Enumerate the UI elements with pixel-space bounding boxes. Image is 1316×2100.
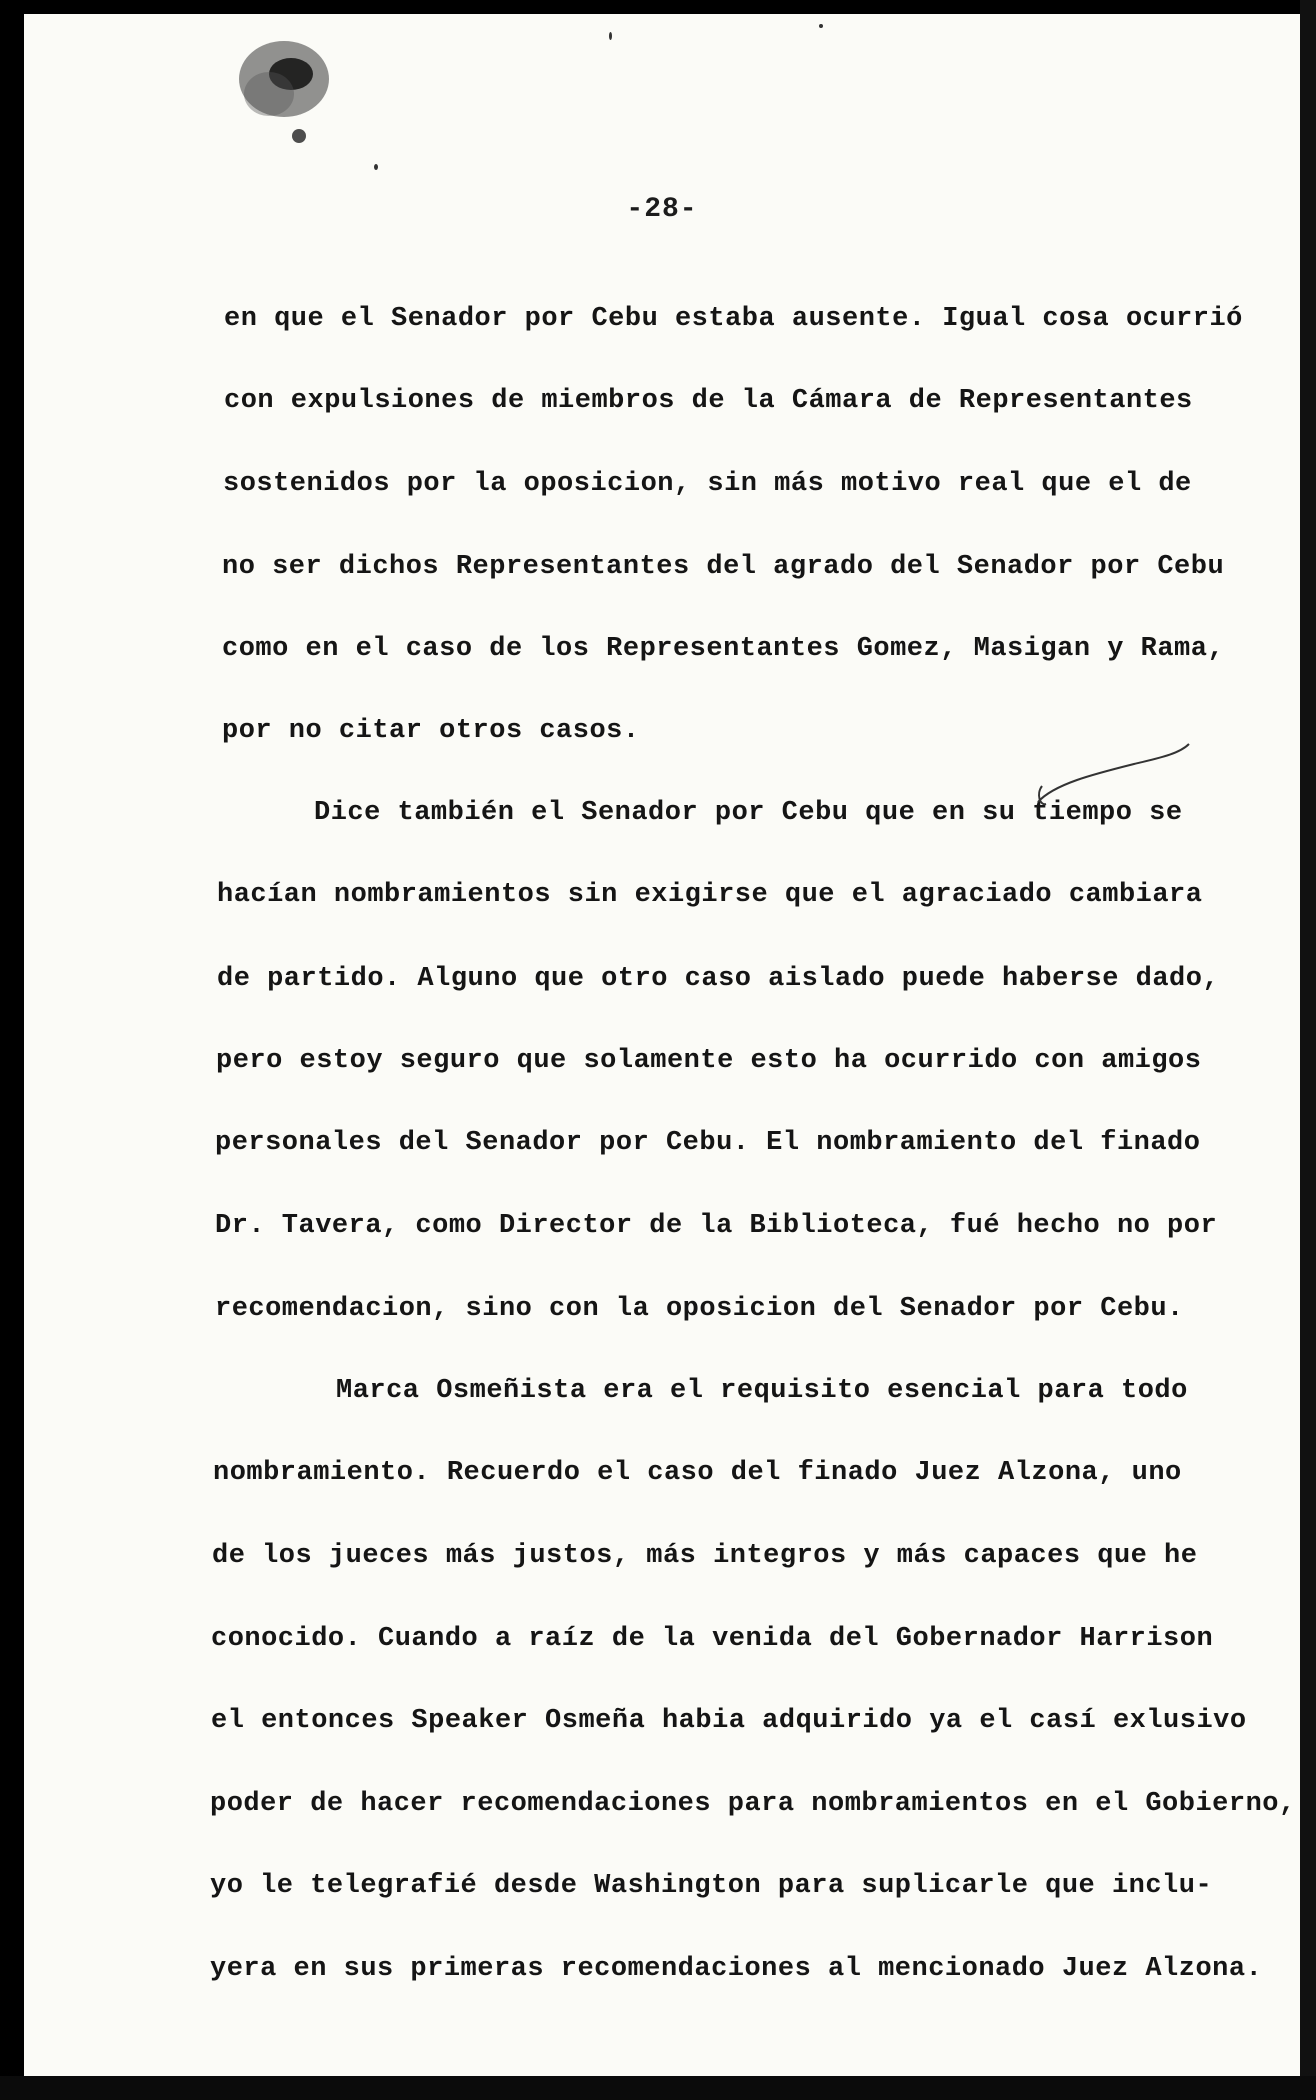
pen-mark: [1034, 734, 1194, 814]
dust-speck: [374, 164, 378, 170]
scan-border-bottom: [0, 2076, 1316, 2100]
dust-speck: [609, 32, 612, 40]
document-page: [24, 14, 1300, 2076]
scan-border-right: [1300, 0, 1316, 2100]
text-line: hacían nombramientos sin exigirse que el agraciado cambiara: [217, 880, 1203, 910]
text-line: pero estoy seguro que solamente esto ha ocurrido con amigos: [216, 1046, 1202, 1076]
text-line: de los jueces más justos, más integros y más capaces que he: [212, 1541, 1198, 1571]
text-line: poder de hacer recomendaciones para nombramientos en el Gobierno,: [210, 1789, 1296, 1819]
text-line: sostenidos por la oposicion, sin más motivo real que el de: [223, 469, 1192, 499]
text-line: como en el caso de los Representantes Gomez, Masigan y Rama,: [222, 634, 1225, 664]
text-line: yo le telegrafié desde Washington para suplicarle que inclu-: [210, 1871, 1213, 1901]
text-line: recomendacion, sino con la oposicion del Senador por Cebu.: [215, 1294, 1184, 1324]
page-number: -28-: [626, 194, 698, 225]
text-line: personales del Senador por Cebu. El nombramiento del finado: [215, 1128, 1201, 1158]
text-line: Dice también el Senador por Cebu que en su tiempo se: [314, 798, 1183, 828]
ink-stain: [229, 34, 349, 144]
text-line: conocido. Cuando a raíz de la venida del Gobernador Harrison: [211, 1624, 1214, 1654]
dust-speck: [819, 24, 823, 28]
text-line: el entonces Speaker Osmeña habia adquirido ya el casí exlusivo: [211, 1706, 1247, 1736]
text-line: Dr. Tavera, como Director de la Biblioteca, fué hecho no por: [215, 1211, 1218, 1241]
text-line: yera en sus primeras recomendaciones al mencionado Juez Alzona.: [210, 1954, 1263, 1984]
text-line: en que el Senador por Cebu estaba ausente. Igual cosa ocurrió: [224, 304, 1243, 334]
text-line: Marca Osmeñista era el requisito esencial para todo: [336, 1376, 1188, 1406]
text-line: por no citar otros casos.: [222, 716, 640, 746]
text-line: no ser dichos Representantes del agrado del Senador por Cebu: [222, 552, 1225, 582]
text-line: de partido. Alguno que otro caso aislado puede haberse dado,: [217, 964, 1220, 994]
text-line: nombramiento. Recuerdo el caso del finado Juez Alzona, uno: [213, 1458, 1182, 1488]
text-line: con expulsiones de miembros de la Cámara de Representantes: [224, 386, 1193, 416]
